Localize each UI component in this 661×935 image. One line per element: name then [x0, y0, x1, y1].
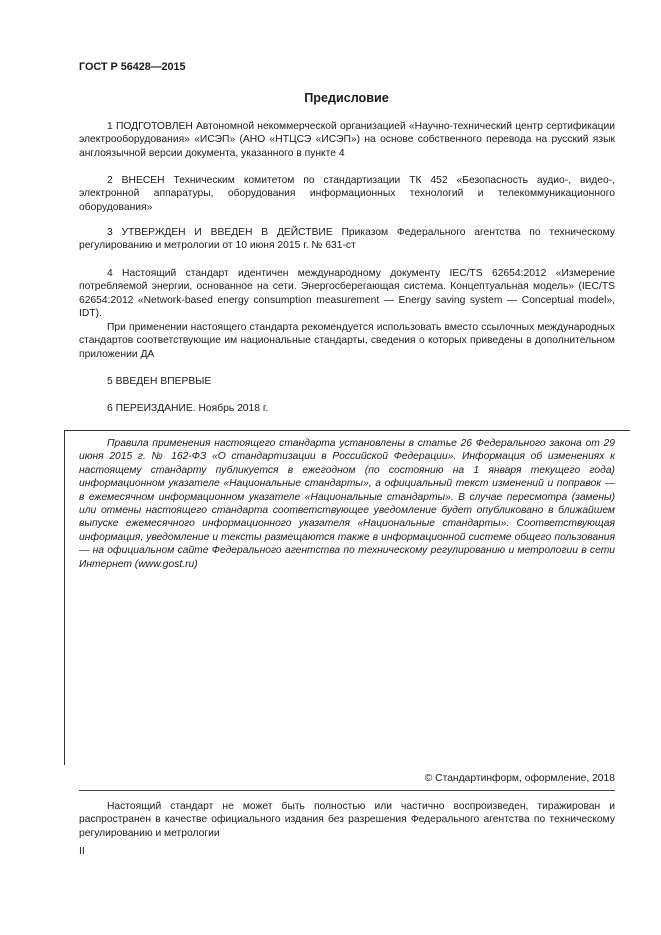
paragraph-2-submitted-by: 2 ВНЕСЕН Техническим комитетом по стандартизации ТК 452 «Безопасность аудио-, видео-, электронной аппаратуры, оборудования информационных технологий и телекоммуникационного оборудования» — [79, 175, 615, 213]
paragraph-5-first-introduced: 5 ВВЕДЕН ВПЕРВЫЕ — [107, 376, 212, 387]
divider-line — [79, 790, 615, 791]
paragraph-1-prepared-by: 1 ПОДГОТОВЛЕН Автономной некоммерческой организацией «Научно-технический центр сертификации электрооборудования» «ИСЭП» (АНО «НТЦСЭ «ИСЭП») на основе собственного перевода на русский язык англоязычной версии документа, указанного в пункте 4 — [79, 121, 615, 159]
page-number: II — [79, 845, 85, 857]
paragraph-4-identical-to: 4 Настоящий стандарт идентичен международному документу IEC/TS 62654:2012 «Измерение потребляемой энергии, основанное на сети. Энергосберегающая система. Концептуальная модель» (IEC/TS 62654:2012 «Network-based energy consumption measurement — Energy saving system — Conceptual model», IDT). — [79, 268, 615, 320]
paragraph-3-approved: 3 УТВЕРЖДЕН И ВВЕДЕН В ДЕЙСТВИЕ Приказом Федерального агентства по техническому регулированию и метрологии от 10 июня 2015 г. № 631-ст — [79, 227, 615, 252]
reproduction-notice: Настоящий стандарт не может быть полностью или частично воспроизведен, тиражирован и распространен в качестве официального издания без разрешения Федерального агентства по техническому регулированию и метрологии — [79, 801, 615, 839]
document-code-header: ГОСТ Р 56428—2015 — [79, 61, 186, 73]
section-title: Предисловие — [304, 91, 389, 105]
standard-application-notice: Правила применения настоящего стандарта установлены в статье 26 Федерального закона от 29 июня 2015 г. № 162-ФЗ «О стандартизации в Российской Федерации». Информация об изменениях к настоящему стандарту публикуется в ежегодном (по состоянию на 1 января текущего года) информационном указателе «Национальные стандарты», а официальный текст изменений и поправок — в ежемесячном информационном указателе «Национальные стандарты». В случае пересмотра (замены) или отмены настоящего стандарта соответствующее уведомление будет опубликовано в ближайшем выпуске ежемесячного информационного указателя «Национальные стандарты». Соответствующая информация, уведомление и тексты размещаются также в информационной системе общего пользования — на официальном сайте Федерального агентства по техническому регулированию и метрологии в сети Интернет (www.gost.ru) — [79, 438, 615, 570]
copyright-line: © Стандартинформ, оформление, 2018 — [424, 773, 615, 784]
paragraph-6-reissue: 6 ПЕРЕИЗДАНИЕ. Ноябрь 2018 г. — [107, 403, 269, 414]
paragraph-4-recommendation: При применении настоящего стандарта рекомендуется использовать вместо ссылочных международных стандартов соответствующие им национальные стандарты, сведения о которых приведены в дополнительном приложении ДА — [79, 322, 615, 360]
